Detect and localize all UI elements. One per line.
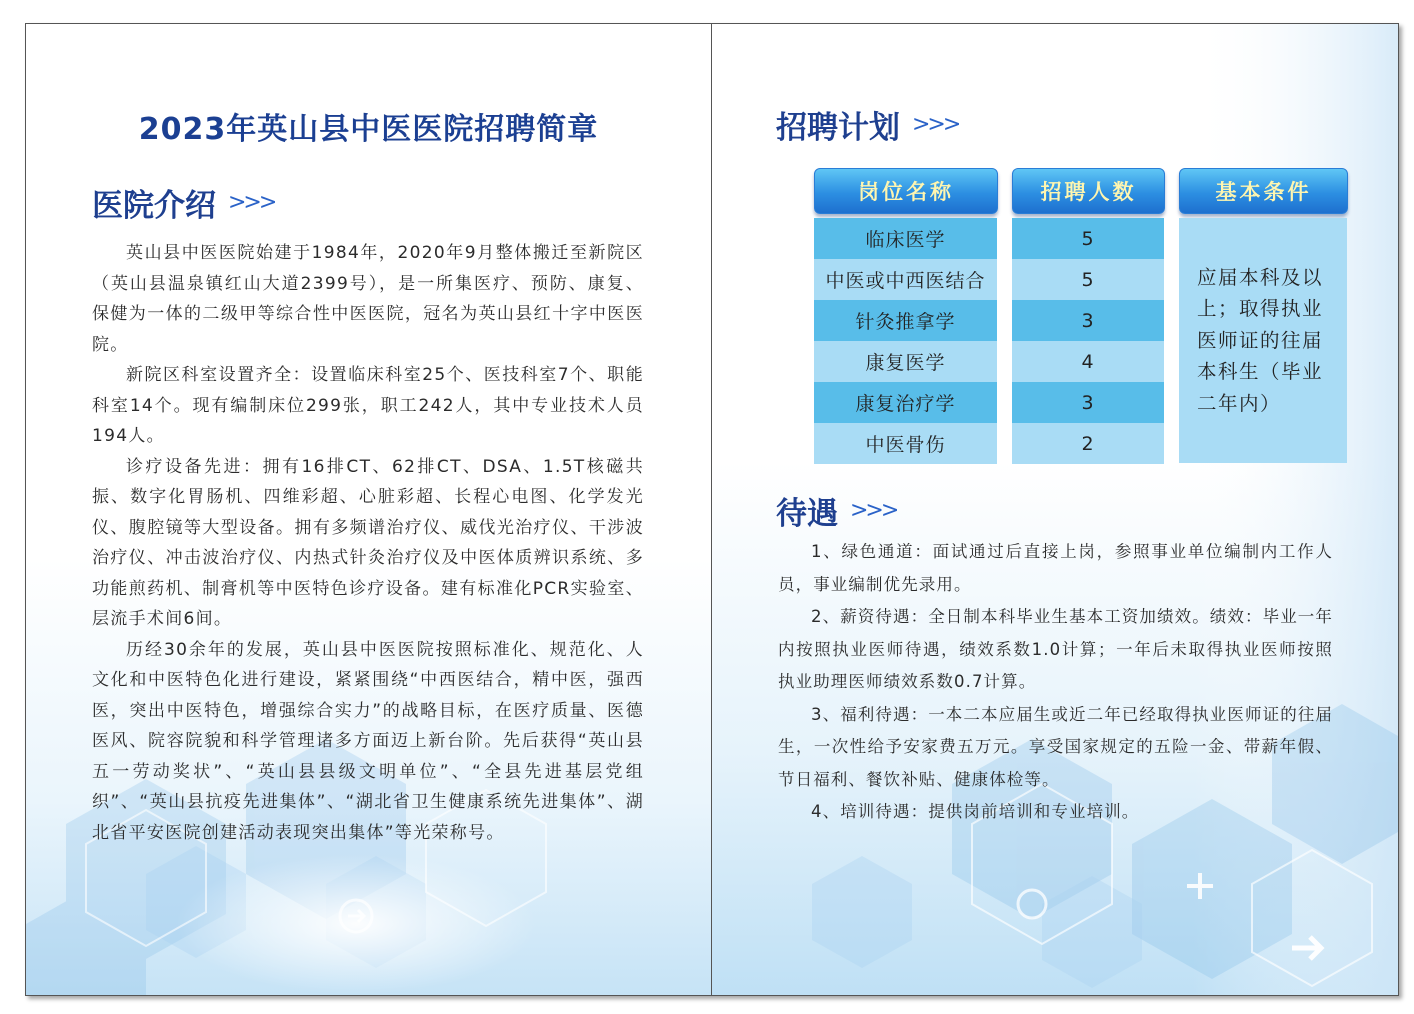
table-cell-count: 5: [1012, 259, 1164, 300]
recruitment-table: [814, 168, 1349, 463]
benefits-heading: [776, 488, 896, 533]
intro-paragraph: 诊疗设备先进：拥有16排CT、62排CT、DSA、1.5T核磁共振、数字化胃肠机、四维彩超、心脏彩超、长程心电图、化学发光仪、腹腔镜等大型设备。拥有多频谱治疗仪、威伐光治疗仪、干涉波治疗仪、冲击波治疗仪、内热式针灸治疗仪及中医体质辨识系统、多功能煎药机、制膏机等中医特色诊疗设备。建有标准化PCR实验室、层流手术间6间。: [92, 456, 644, 629]
table-cell-count: 4: [1012, 341, 1164, 382]
benefit-item: 1、绿色通道：面试通过后直接上岗，参照事业单位编制内工作人员，事业编制优先录用。: [778, 542, 1333, 594]
table-cell-position: 中医或中西医结合: [814, 259, 997, 300]
benefit-item: 3、福利待遇：一本二本应届生或近二年已经取得执业医师证的往届生，一次性给予安家费五万元。享受国家规定的五险一金、带薪年假、节日福利、餐饮补贴、健康体检等。: [778, 704, 1333, 789]
table-cell-position: 康复医学: [814, 341, 997, 382]
chevrons-icon: >>>: [912, 112, 959, 137]
table-cell-position: 康复治疗学: [814, 382, 997, 423]
table-cell-count: 3: [1012, 300, 1164, 341]
chevrons-icon: >>>: [850, 498, 897, 523]
table-cell-position: 针灸推拿学: [814, 300, 997, 341]
table-cell-requirements: [1179, 218, 1347, 463]
chevrons-icon: >>>: [228, 190, 275, 215]
page-title: 2023年英山县中医医院招聘简章: [138, 112, 599, 147]
header-basic-requirements: 基本条件: [1179, 168, 1348, 214]
brochure-spread: [25, 23, 1399, 996]
intro-paragraph: 新院区科室设置齐全：设置临床科室25个、医技科室7个、职能科室14个。现有编制床位299张，职工242人，其中专业技术人员194人。: [92, 365, 644, 446]
table-cell-count: 5: [1012, 218, 1164, 259]
hospital-intro-heading-text: 医院介绍: [92, 188, 216, 224]
requirements-text: 应届本科及以上；取得执业医师证的往届本科生（毕业二年内）: [1197, 265, 1324, 415]
right-page-content: [712, 24, 1398, 995]
right-page: [712, 24, 1398, 995]
table-cell-count: 2: [1012, 423, 1164, 464]
left-page-content: [26, 24, 711, 995]
header-hire-count: 招聘人数: [1012, 168, 1165, 214]
hospital-intro-heading: [92, 180, 274, 225]
recruitment-plan-heading-text: 招聘计划: [776, 110, 900, 146]
recruitment-plan-heading: [776, 102, 958, 147]
hospital-intro-text: [92, 238, 644, 848]
benefit-item: 2、薪资待遇：全日制本科毕业生基本工资加绩效。绩效：毕业一年内按照执业医师待遇，绩效系数1.0计算；一年后未取得执业医师按照执业助理医师绩效系数0.7计算。: [778, 607, 1333, 691]
table-cell-position: 中医骨伤: [814, 423, 997, 464]
benefits-list: [778, 536, 1333, 829]
benefits-heading-text: 待遇: [776, 496, 838, 532]
table-cell-position: 临床医学: [814, 218, 997, 259]
left-page: [26, 24, 711, 995]
benefit-item: 4、培训待遇：提供岗前培训和专业培训。: [811, 802, 1140, 821]
header-position-name: 岗位名称: [814, 168, 998, 214]
intro-paragraph: 历经30余年的发展，英山县中医医院按照标准化、规范化、人文化和中医特色化进行建设，紧紧围绕“中西医结合，精中医，强西医，突出中医特色，增强综合实力”的战略目标，在医疗质量、医德医风、院容院貌和科学管理诸多方面迈上新台阶。先后获得“英山县五一劳动奖状”、“英山县县级文明单位”、“全县先进基层党组织”、“英山县抗疫先进集体”、“湖北省卫生健康系统先进集体”、湖北省平安医院创建活动表现突出集体”等光荣称号。: [92, 639, 644, 843]
intro-paragraph: 英山县中医医院始建于1984年，2020年9月整体搬迁至新院区（英山县温泉镇红山大道2399号），是一所集医疗、预防、康复、保健为一体的二级甲等综合性中医医院，冠名为英山县红十字中医医院。: [92, 243, 644, 355]
table-cell-count: 3: [1012, 382, 1164, 423]
